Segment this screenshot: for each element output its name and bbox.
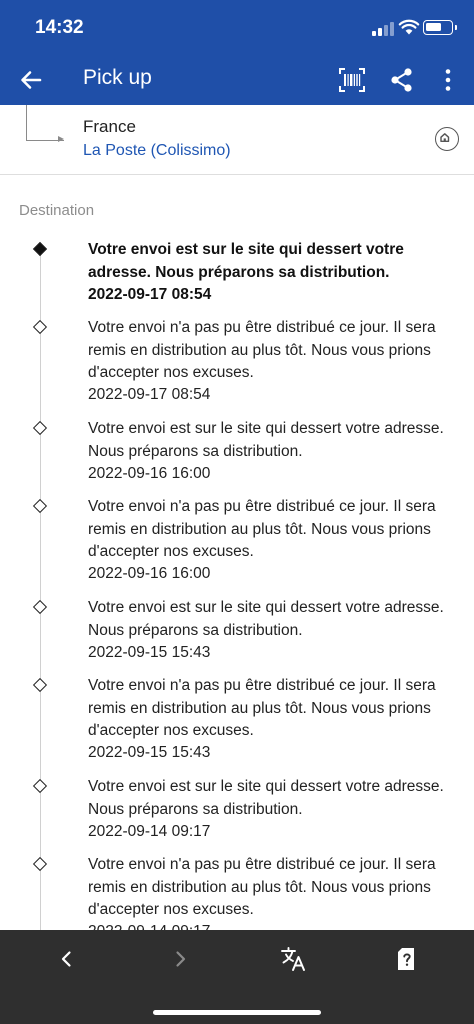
- diamond-filled-icon: [33, 242, 47, 256]
- help-card-icon[interactable]: [392, 944, 422, 974]
- battery-icon: [423, 20, 453, 35]
- tracking-timeline: [0, 238, 474, 930]
- wifi-icon: [399, 19, 419, 35]
- event-date: 2022-09-17 08:54: [88, 286, 212, 303]
- diamond-outline-icon: [33, 600, 47, 614]
- translate-icon[interactable]: [279, 944, 309, 974]
- event-date: 2022-09-15 15:43: [88, 744, 211, 761]
- bottom-toolbar: [0, 930, 474, 1024]
- event-description: Votre envoi n'a pas pu être distribué ce jour. Il sera remis en distribution au plus tôt. Nous vous prions d'accepter nos excuses.: [88, 677, 436, 739]
- event-date: 2022-09-17 08:54: [88, 386, 211, 403]
- diamond-outline-icon: [33, 779, 47, 793]
- event-description: Votre envoi n'a pas pu être distribué ce jour. Il sera remis en distribution au plus tôt. Nous vous prions d'accepter nos excuses.: [88, 319, 436, 381]
- event-date: 2022-09-14 09:17: [88, 823, 211, 840]
- chevron-right-icon[interactable]: [165, 944, 195, 974]
- event-date: 2022-09-16 16:00: [88, 465, 211, 482]
- origin-connector-arrow: [58, 136, 64, 142]
- diamond-outline-icon: [33, 857, 47, 871]
- event-date: 2022-09-15 15:43: [88, 644, 211, 661]
- home-indicator[interactable]: [153, 1010, 321, 1015]
- event-description: Votre envoi n'a pas pu être distribué ce jour. Il sera remis en distribution au plus tôt. Nous vous prions d'accepter nos excuses.: [88, 498, 436, 560]
- event-description: Votre envoi est sur le site qui dessert votre adresse. Nous préparons sa distribution.: [88, 599, 444, 639]
- event-description: Votre envoi est sur le site qui dessert votre adresse. Nous préparons sa distribution.: [88, 778, 444, 818]
- chevron-left-icon[interactable]: [52, 944, 82, 974]
- diamond-outline-icon: [33, 421, 47, 435]
- page-title: Pick up: [83, 66, 152, 89]
- toolbar: [0, 55, 474, 105]
- event-date: 2022-09-16 16:00: [88, 565, 211, 582]
- event-description: Votre envoi est sur le site qui dessert votre adresse. Nous préparons sa distribution.: [88, 241, 404, 281]
- arrow-left-icon[interactable]: [16, 65, 46, 95]
- event-description: Votre envoi n'a pas pu être distribué ce jour. Il sera remis en distribution au plus tôt. Nous vous prions d'accepter nos excuses.: [88, 856, 436, 918]
- app-bar: [0, 0, 474, 105]
- barcode-scan-icon[interactable]: [337, 65, 367, 95]
- origin-section: [0, 105, 474, 175]
- diamond-outline-icon: [33, 499, 47, 513]
- destination-label: Destination: [19, 202, 95, 219]
- status-bar: [0, 0, 474, 55]
- carrier-link[interactable]: La Poste (Colissimo): [83, 142, 231, 159]
- diamond-outline-icon: [33, 678, 47, 692]
- diamond-outline-icon: [33, 320, 47, 334]
- origin-country: France: [83, 117, 136, 136]
- more-vertical-icon[interactable]: [433, 65, 463, 95]
- event-description: Votre envoi est sur le site qui dessert votre adresse. Nous préparons sa distribution.: [88, 420, 444, 460]
- status-time: 14:32: [35, 17, 84, 38]
- home-icon[interactable]: [435, 127, 459, 151]
- cellular-signal-icon: [372, 22, 394, 36]
- share-icon[interactable]: [387, 65, 417, 95]
